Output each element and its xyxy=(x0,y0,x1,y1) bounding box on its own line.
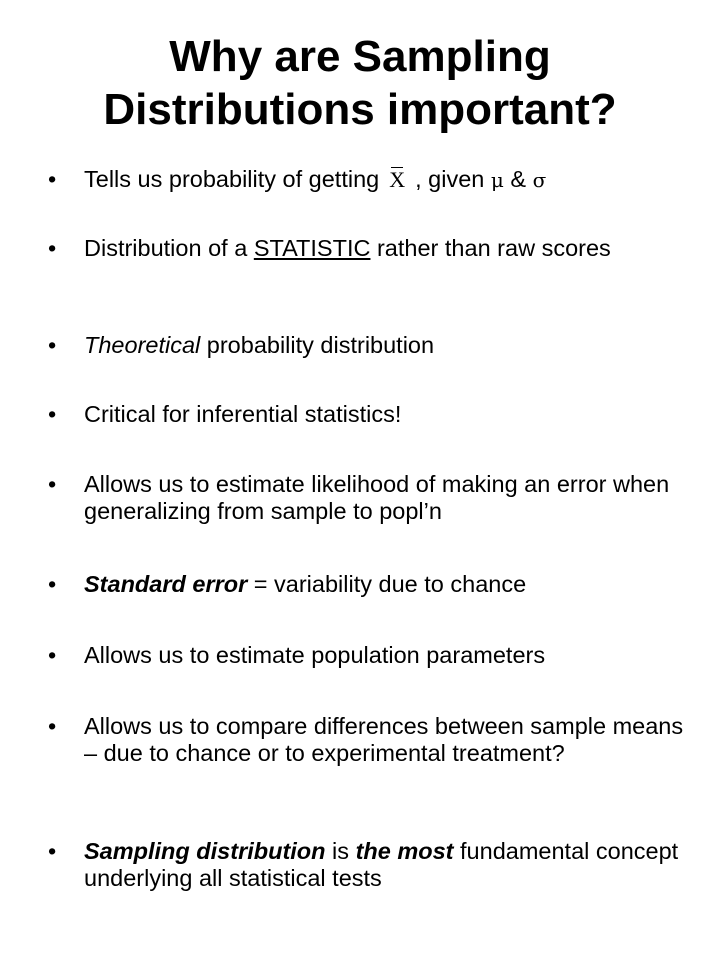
bullet-item-3 xyxy=(48,332,688,359)
bullet-text-1 xyxy=(84,166,688,194)
bullet-item-5 xyxy=(48,471,688,525)
bullet-dot: • xyxy=(48,642,57,668)
bullet-1-text-mid: , given xyxy=(415,166,485,192)
bullet-text-9 xyxy=(84,838,688,892)
sigma-symbol: σ xyxy=(532,168,547,192)
bullet-2-text-pre: Distribution of a xyxy=(84,235,254,261)
bullet-dot: • xyxy=(48,571,57,597)
sampling-distribution-term: Sampling distribution xyxy=(84,838,326,864)
bullet-item-4 xyxy=(48,401,688,428)
bullet-dot: • xyxy=(48,166,57,192)
x-bar-symbol: X xyxy=(385,166,409,193)
bullet-text-3 xyxy=(84,332,688,359)
bullet-item-1 xyxy=(48,166,688,194)
bullet-item-8 xyxy=(48,713,688,767)
bullet-text-4: Critical for inferential statistics! xyxy=(84,401,402,427)
mu-symbol: μ xyxy=(490,168,504,192)
bullet-item-7 xyxy=(48,642,688,669)
bullet-dot: • xyxy=(48,235,57,261)
bullet-6-text-post: = variability due to chance xyxy=(247,571,527,597)
bullet-item-6 xyxy=(48,571,688,598)
bullet-9-text-post: fundamental concept underlying all statistical tests xyxy=(84,838,679,891)
bullet-dot: • xyxy=(48,471,57,497)
bullet-dot: • xyxy=(48,332,57,358)
statistic-underlined: STATISTIC xyxy=(253,235,371,261)
bullet-text-8: Allows us to compare differences between sample means – due to chance or to experimental treatment? xyxy=(84,713,684,766)
bullet-dot: • xyxy=(48,401,57,427)
bullet-1-text-pre: Tells us probability of getting xyxy=(84,166,380,192)
bullet-item-2 xyxy=(48,235,688,262)
standard-error-term: Standard error xyxy=(84,571,248,597)
bullet-text-7: Allows us to estimate population parameters xyxy=(84,642,546,668)
bullet-dot: • xyxy=(48,838,57,864)
bullet-dot: • xyxy=(48,713,57,739)
bullet-item-9 xyxy=(48,838,688,892)
ampersand: & xyxy=(510,166,527,192)
the-most-term: the most xyxy=(355,838,454,864)
slide-title xyxy=(0,30,720,136)
bullet-3-text-post: probability distribution xyxy=(200,332,435,358)
bullet-text-6 xyxy=(84,571,688,598)
theoretical-italic: Theoretical xyxy=(84,332,201,358)
bullet-9-text-mid: is xyxy=(325,838,356,864)
bullet-text-2 xyxy=(84,235,688,262)
bullet-text-5: Allows us to estimate likelihood of making an error when generalizing from sample to popl’n xyxy=(84,471,670,524)
title-line-2: Distributions important? xyxy=(103,85,617,134)
title-line-1: Why are Sampling xyxy=(169,32,551,81)
bullet-2-text-post: rather than raw scores xyxy=(370,235,611,261)
